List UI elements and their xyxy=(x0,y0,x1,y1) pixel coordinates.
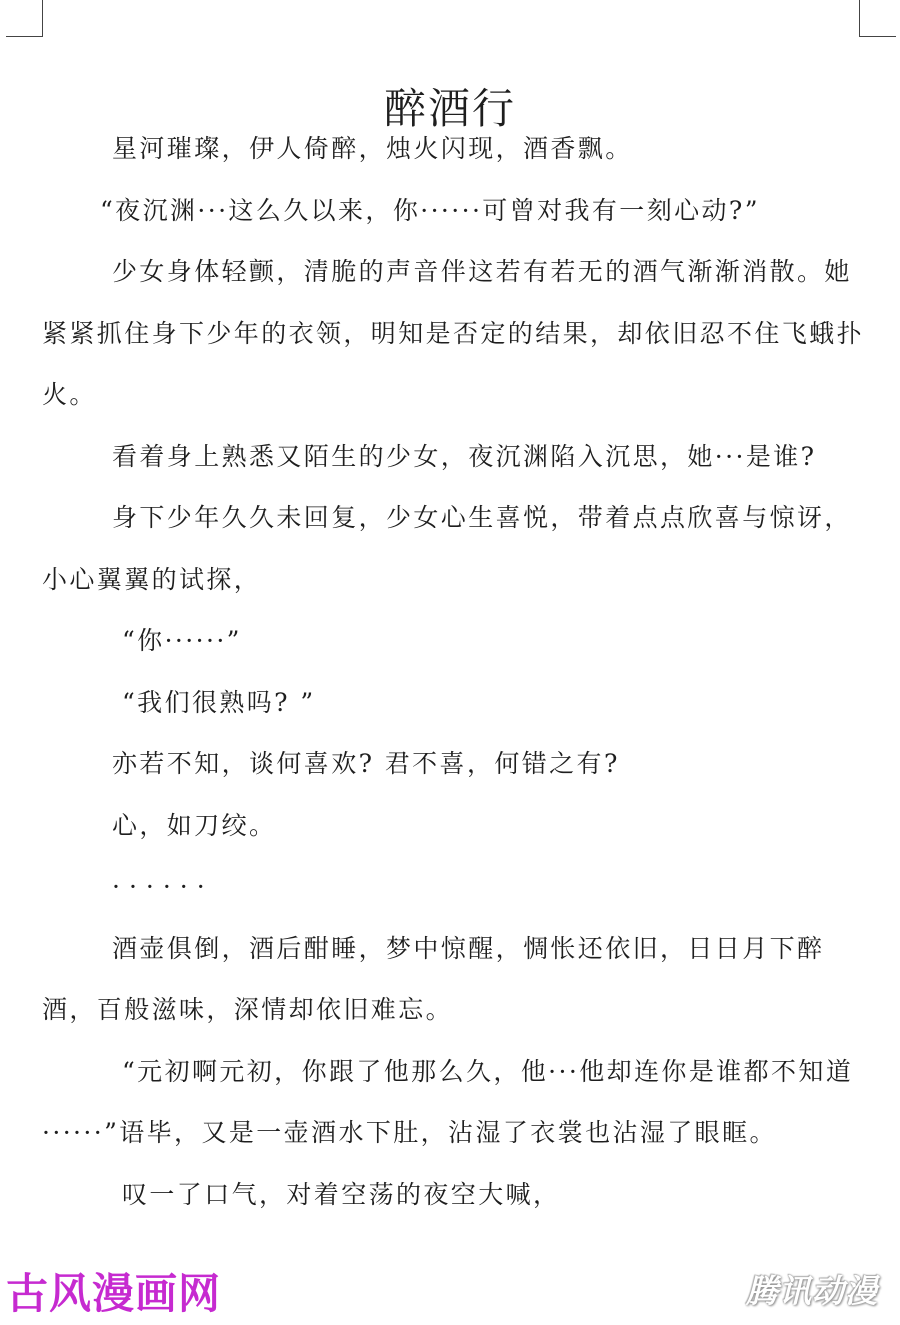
paragraph-7: “我们很熟吗? ” xyxy=(122,687,316,717)
paragraph-3: 少女身体轻颤，清脆的声音伴这若有若无的酒气渐渐消散。她紧紧抓住身下少年的衣领，明知是否定的结果，却依旧忍不住飞蛾扑火。 xyxy=(42,257,865,409)
paragraph-10-ellipsis: ······ xyxy=(112,872,214,901)
paragraph-13: 叹一了口气，对着空荡的夜空大喊， xyxy=(122,1179,561,1209)
paragraph-12: “元初啊元初，你跟了他那么久，他···他却连你是谁都不知道······”语毕，又是一壶酒水下肚，沾湿了衣裳也沾湿了眼眶。 xyxy=(42,1056,854,1147)
watermark-gufeng-logo: 古风漫画网 xyxy=(2,1268,227,1320)
paragraph-2: “夜沉渊···这么久以来，你······可曾对我有一刻心动?” xyxy=(100,195,760,225)
paragraph-4: 看着身上熟悉又陌生的少女，夜沉渊陷入沉思，她···是谁? xyxy=(112,441,817,471)
paragraph-1: 星河璀璨，伊人倚醉，烛火闪现，酒香飘。 xyxy=(112,134,633,163)
paragraph-8: 亦若不知，谈何喜欢? 君不喜，何错之有? xyxy=(112,749,620,778)
paragraph-5: 身下少年久久未回复，少女心生喜悦，带着点点欣喜与惊讶，小心翼翼的试探， xyxy=(42,503,852,594)
paragraph-6: “你······” xyxy=(122,626,242,655)
document-body xyxy=(42,118,868,1225)
crop-mark-top-left xyxy=(6,0,43,37)
crop-mark-top-right xyxy=(859,0,896,37)
paragraph-11: 酒壶俱倒，酒后酣睡，梦中惊醒，惆怅还依旧，日日月下醉酒，百般滋味，深情却依旧难忘。 xyxy=(42,933,825,1024)
watermark-tencent-comic-logo: 腾讯动漫 xyxy=(745,1272,878,1310)
document-title: 醉酒行 xyxy=(383,84,516,134)
paragraph-9: 心，如刀绞。 xyxy=(112,810,277,840)
